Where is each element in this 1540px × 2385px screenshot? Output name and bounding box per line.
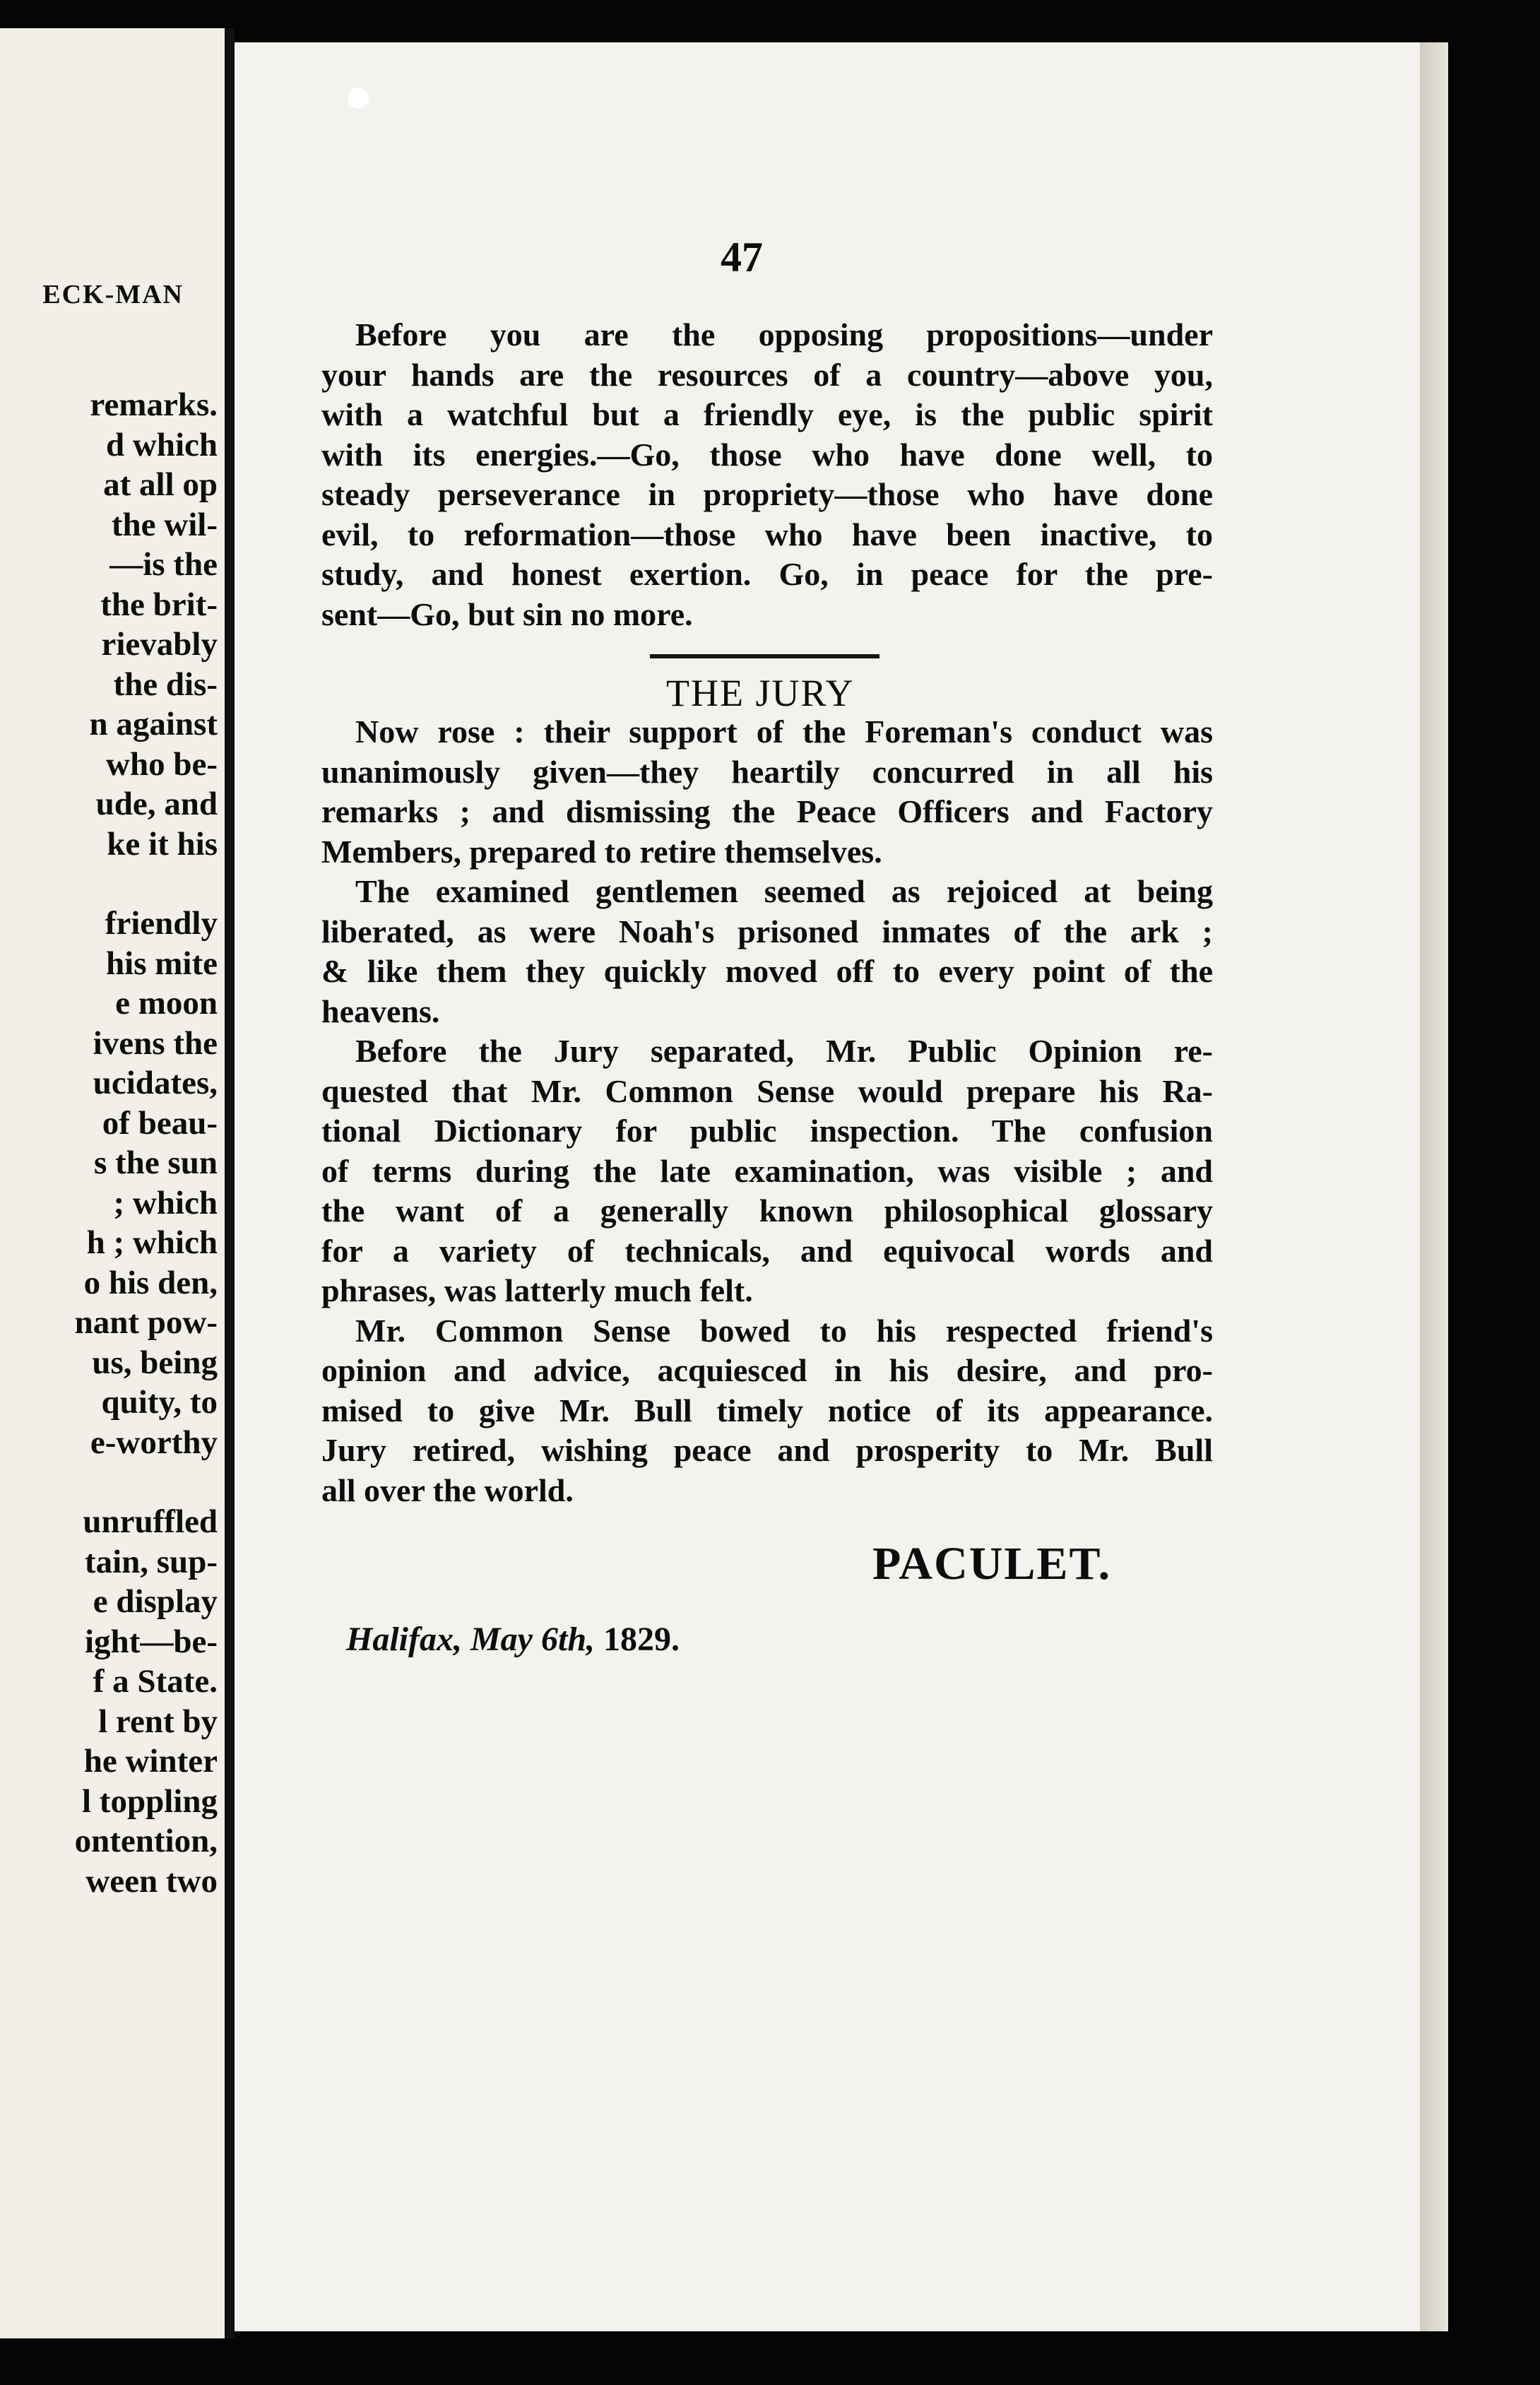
left-text-line: the dis- [113,665,218,703]
gutter-divider [225,28,235,2338]
left-text-line: his mite [106,945,218,982]
text-line: Now rose : their support of the Foreman's conduct was [355,714,1213,750]
text-line: with a watchful but a friendly eye, is the public spirit [321,396,1213,432]
left-text-line: e display [93,1583,218,1620]
left-text-line: ight—be- [85,1623,218,1660]
left-line-gap [0,1462,218,1502]
page-number: 47 [721,234,763,280]
signature: PACULET. [872,1538,1112,1590]
text-line: sent—Go, but sin no more. [321,596,693,632]
text-line: evil, to reformation—those who have been inactive, to [321,516,1213,552]
dateline-date: May 6th, [470,1621,596,1658]
text-line: steady perseverance in propriety—those who have done [321,476,1213,512]
left-text-line: f a State. [93,1663,218,1700]
text-line: heavens. [321,993,440,1029]
text-line: & like them they quickly moved off to every point of the [321,953,1213,989]
left-facing-page [0,28,225,2338]
left-text-line: nant pow- [74,1304,218,1341]
left-text-line: l toppling [82,1782,218,1820]
text-line: your hands are the resources of a country—above you, [321,356,1213,393]
text-line: phrases, was latterly much felt. [321,1272,753,1308]
left-text-line: he winter [83,1743,218,1780]
scan-spot [348,88,369,109]
text-line: for a variety of technicals, and equivocal words and [321,1232,1213,1269]
left-text-line: who be- [106,745,218,783]
left-text-line: n against [89,706,218,742]
left-text-line: ivens the [93,1024,218,1062]
text-line: mised to give Mr. Bull timely notice of its appearance. [321,1392,1213,1428]
left-text-line: us, being [92,1344,218,1381]
left-running-header: ECK-MAN [42,280,184,309]
left-text-line: ude, and [95,786,218,822]
closing-paragraph [321,315,1213,634]
dateline-place: Halifax, [346,1621,462,1658]
left-text-line: —is the [109,546,218,583]
left-text-line: ucidates, [93,1065,218,1101]
text-line: The examined gentlemen seemed as rejoiced at being [355,873,1213,909]
text-line: Jury retired, wishing peace and prosperity to Mr. Bull [321,1432,1213,1468]
left-text-line: e moon [115,985,218,1022]
text-line: all over the world. [321,1472,574,1508]
left-text-line: friendly [105,905,218,942]
dateline [346,1620,680,1659]
left-text-line: o his den, [83,1264,218,1301]
left-text-line: rievably [101,626,218,663]
jury-paragraphs [321,712,1213,1510]
dateline-year: 1829. [603,1621,680,1658]
left-text-line: h ; which [86,1224,218,1261]
left-text-line: ween two [85,1862,218,1900]
page-edge [1420,42,1448,2331]
text-line: the want of a generally known philosophical glossary [321,1192,1213,1229]
text-line: Before you are the opposing propositions—under [355,316,1213,353]
left-text-line: d which [105,426,218,463]
text-line: Before the Jury separated, Mr. Public Opinion re- [355,1033,1213,1069]
text-line: of terms during the late examination, was visible ; and [321,1152,1213,1189]
left-text-line: quity, to [101,1384,218,1421]
left-text-line: s the sun [93,1144,218,1181]
left-text-line: ontention, [74,1823,218,1859]
section-rule [650,654,879,658]
left-text-line: e-worthy [90,1424,218,1461]
left-text-line: the wil- [111,506,218,543]
left-text-line: of beau- [102,1104,218,1142]
left-text-line: tain, sup- [84,1543,218,1580]
left-page-text [0,385,218,1901]
section-title: THE JURY [666,672,855,714]
text-line: quested that Mr. Common Sense would prepare his Ra- [321,1072,1213,1109]
left-text-line: at all op [103,466,218,503]
text-line: study, and honest exertion. Go, in peace for the pre- [321,556,1213,592]
left-line-gap [0,864,218,904]
text-line: remarks ; and dismissing the Peace Officers and Factory [321,793,1213,829]
text-line: opinion and advice, acquiesced in his desire, and pro- [321,1352,1213,1388]
text-line: Members, prepared to retire themselves. [321,833,882,870]
text-line: tional Dictionary for public inspection. The confusion [321,1113,1213,1149]
text-line: with its energies.—Go, those who have done well, to [321,436,1213,473]
left-text-line: the brit- [100,586,218,623]
left-text-line: remarks. [90,386,218,423]
text-line: Mr. Common Sense bowed to his respected friend's [355,1312,1213,1349]
left-text-line: ; which [113,1184,218,1221]
left-text-line: unruffled [83,1503,218,1540]
text-line: liberated, as were Noah's prisoned inmates of the ark ; [321,913,1213,949]
left-text-line: ke it his [107,825,218,863]
text-line: unanimously given—they heartily concurred in all his [321,753,1213,790]
left-text-line: l rent by [98,1703,218,1740]
